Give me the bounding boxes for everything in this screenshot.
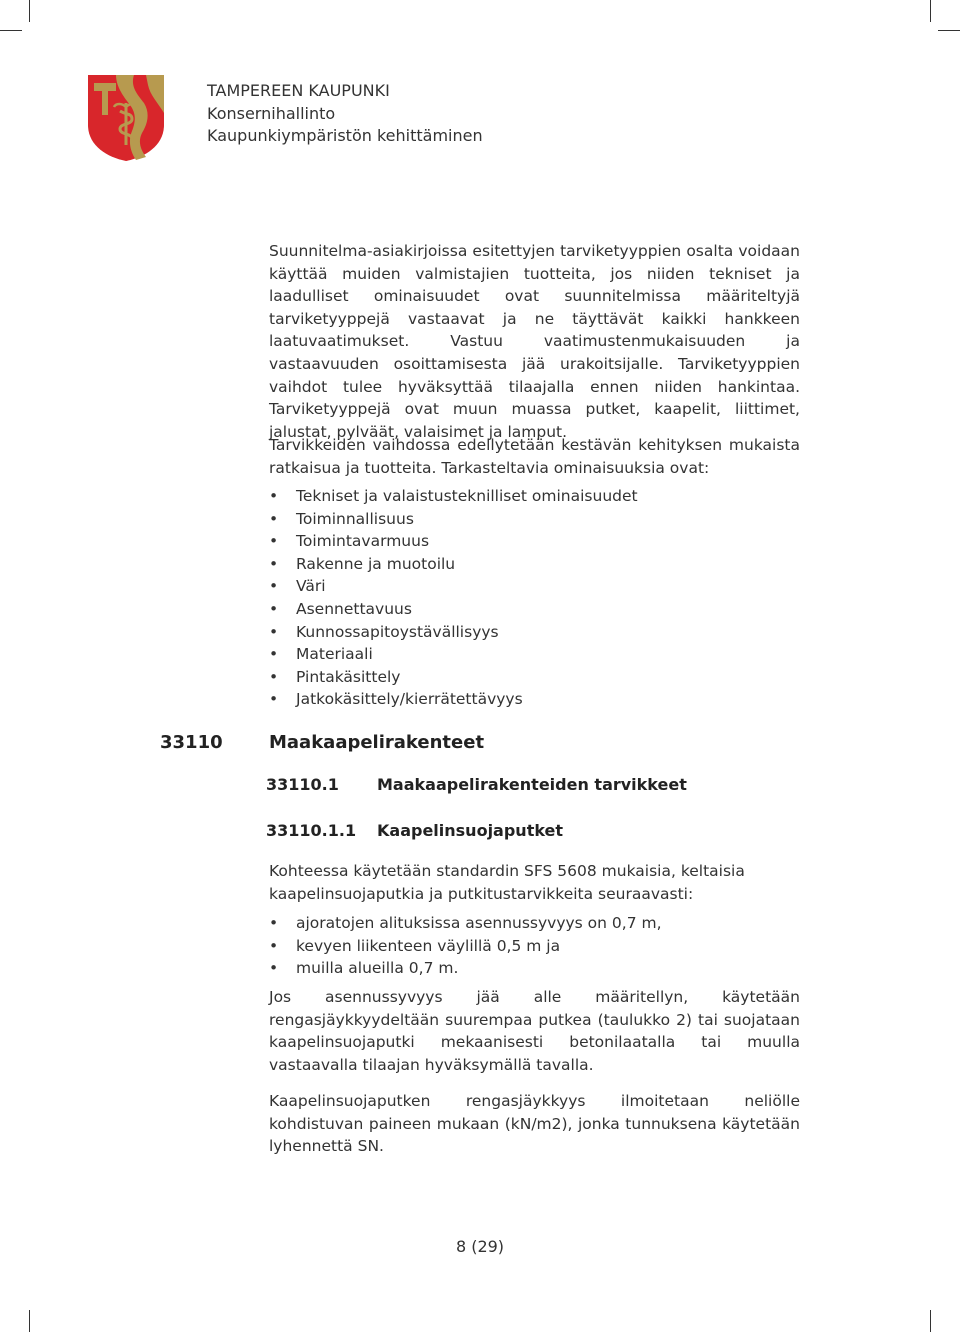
depth-bullet-list bbox=[269, 912, 662, 980]
crop-mark-bottom-left-vertical bbox=[29, 1310, 30, 1332]
list-item: • Toimintavarmuus bbox=[269, 530, 638, 553]
subsubsection-number: 33110.1.1 bbox=[266, 821, 357, 840]
subsection-title: Maakaapelirakenteiden tarvikkeet bbox=[377, 775, 687, 794]
list-item: • Väri bbox=[269, 575, 638, 598]
crop-mark-bottom-right-vertical bbox=[930, 1310, 931, 1332]
section-title: Maakaapelirakenteet bbox=[269, 732, 485, 753]
header-unit: Konsernihallinto bbox=[207, 103, 336, 123]
crop-mark-top-left-vertical bbox=[29, 0, 30, 22]
properties-bullet-list bbox=[269, 485, 638, 711]
intro-paragraph-1: Suunnitelma-asiakirjoissa esitettyjen tarviketyyppien osalta voidaan käyttää muiden valmistajien tuotteita, jos niiden tekniset ja laadulliset ominaisuudet ovat suunnitelmissa määriteltyjä tarviketyyppejä vastaavat ja ne täyttävät kaikki hankkeen laatuvaatimukset. Vastuu vaatimustenmukaisuuden ja vastaavuuden osoittamisesta jää urakoitsijalle. Tarviketyyppien vaihdot tulee hyväksyttää tilaajalla ennen niiden hankintaa. Tarviketyyppejä ovat muun muassa putket, kaapelit, liittimet, jalustat, pylväät, valaisimet ja lamput. bbox=[269, 242, 800, 441]
cable-paragraph-2: Jos asennussyvyys jää alle määritellyn, käytetään rengasjäykkyydeltään suurempaa putkea (taulukko 2) tai suojataan kaapelinsuojaputki mekaanisesti betonilaatalla tai muulla vastaavalla tilaajan hyväksymällä tavalla. bbox=[269, 988, 800, 1074]
list-item: • Jatkokäsittely/kierrätettävyys bbox=[269, 688, 638, 711]
crop-mark-top-left-horizontal bbox=[0, 30, 22, 31]
page-number: 8 (29) bbox=[455, 1237, 505, 1256]
list-item: • Rakenne ja muotoilu bbox=[269, 553, 638, 576]
header-org: TAMPEREEN KAUPUNKI bbox=[207, 81, 390, 100]
document-header bbox=[207, 80, 483, 148]
list-item: • ajoratojen alituksissa asennussyvyys on 0,7 m, bbox=[269, 912, 662, 935]
cable-paragraph-1: Kohteessa käytetään standardin SFS 5608 mukaisia, keltaisia kaapelinsuojaputkia ja putkitustarvikkeita seuraavasti: bbox=[269, 862, 745, 903]
intro-paragraph-2: Tarvikkeiden vaihdossa edellytetään kestävän kehityksen mukaista ratkaisua ja tuotteita. Tarkasteltavia ominaisuuksia ovat: bbox=[269, 436, 800, 477]
list-item: • Tekniset ja valaistusteknilliset ominaisuudet bbox=[269, 485, 638, 508]
list-item: • Pintakäsittely bbox=[269, 666, 638, 689]
list-item: • Materiaali bbox=[269, 643, 638, 666]
list-item: • Kunnossapitoystävällisyys bbox=[269, 621, 638, 644]
list-item: • kevyen liikenteen väylillä 0,5 m ja bbox=[269, 935, 662, 958]
subsubsection-title: Kaapelinsuojaputket bbox=[377, 821, 564, 840]
list-item: • Toiminnallisuus bbox=[269, 508, 638, 531]
crop-mark-top-right-vertical bbox=[930, 0, 931, 22]
crop-mark-top-right-horizontal bbox=[938, 30, 960, 31]
cable-paragraph-3: Kaapelinsuojaputken rengasjäykkyys ilmoitetaan neliölle kohdistuvan paineen mukaan (kN/m2), jonka tunnuksena käytetään lyhennettä SN. bbox=[269, 1092, 800, 1156]
section-number: 33110 bbox=[160, 732, 223, 753]
header-dept: Kaupunkiympäristön kehittäminen bbox=[207, 126, 483, 145]
list-item: • Asennettavuus bbox=[269, 598, 638, 621]
coat-of-arms-logo bbox=[86, 73, 166, 163]
subsection-number: 33110.1 bbox=[266, 775, 339, 794]
list-item: • muilla alueilla 0,7 m. bbox=[269, 957, 662, 980]
